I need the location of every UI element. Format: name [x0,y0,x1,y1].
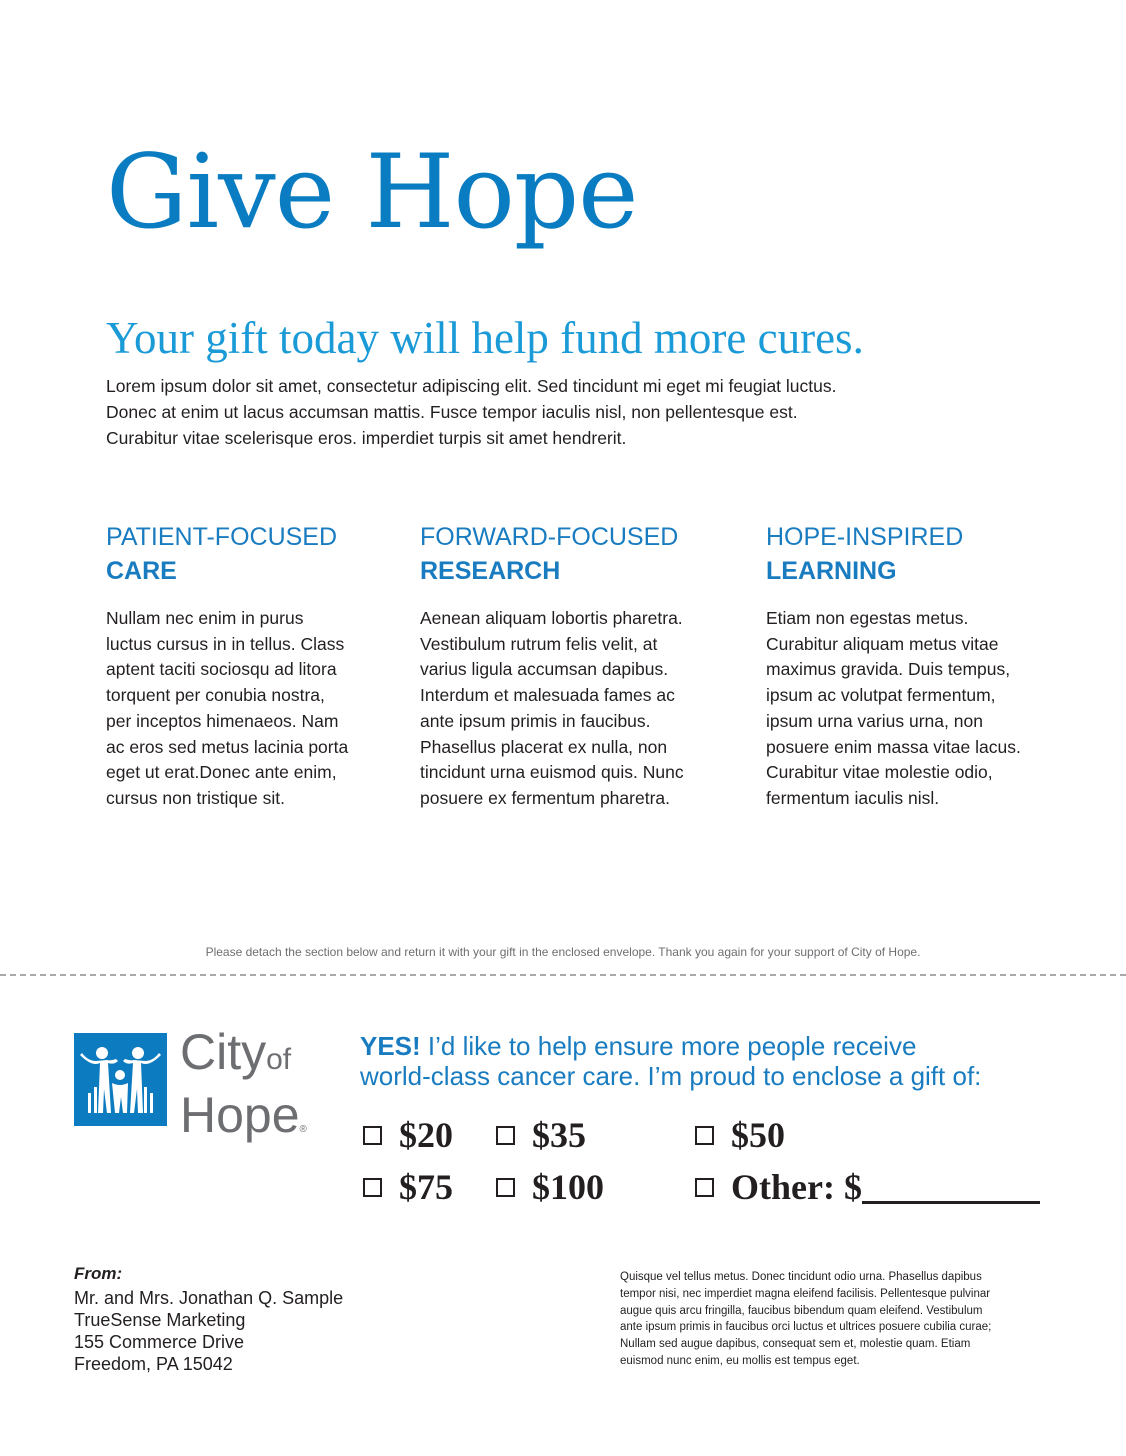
pledge-statement [360,1031,1080,1091]
gift-amount-label: $50 [731,1115,785,1155]
column-care [106,520,406,812]
column-line: aptent taciti sociosqu ad litora [106,659,337,680]
family-figures-icon [74,1033,167,1126]
checkbox-icon[interactable] [496,1126,515,1145]
column-line: tincidunt urna euismod quis. Nunc [420,762,684,783]
fine-print-line: Quisque vel tellus metus. Donec tincidunt odio urna. Phasellus dapibus [620,1271,982,1283]
column-line: Curabitur vitae molestie odio, [766,762,993,783]
column-body [106,606,406,812]
logo-word-city: City [180,1024,267,1080]
address-line: 155 Commerce Drive [74,1332,245,1352]
column-line: Curabitur aliquam metus vitae [766,633,999,654]
column-topic: RESEARCH [420,557,561,585]
gift-option-35[interactable] [496,1113,586,1157]
checkbox-icon[interactable] [496,1178,515,1197]
fine-print-line: tempor nisi, nec imperdiet magna eleifend facilisis. Pellentesque pulvinar [620,1287,991,1300]
gift-option-other[interactable] [695,1165,1040,1209]
gift-amount-label: $20 [399,1115,453,1155]
column-line: Vestibulum rutrum felis velit, at [420,633,658,654]
column-line: Phasellus placerat ex nulla, non [420,736,668,757]
city-of-hope-logo [74,1024,334,1143]
column-research [420,520,720,812]
registered-mark: ® [299,1124,307,1135]
column-line: ac eros sed metus lacinia porta [106,736,349,757]
column-line: ipsum urna varius urna, non [766,710,983,731]
checkbox-icon[interactable] [363,1126,382,1145]
column-line: fermentum iaculis nisl. [766,787,940,808]
fine-print-line: ante ipsum primis in faucibus orci luctus et ultrices posuere cubilia curae; [620,1321,992,1334]
fine-print-line: Nullam sed augue dapibus, consequat sem et, molestie quam. Etiam [620,1338,971,1351]
pledge-line-1 [360,1031,1080,1061]
fine-print-line: euismod nunc enim, eu mollis est tempus eget. [620,1354,860,1367]
column-line: Etiam non egestas metus. [766,608,969,628]
gift-option-100[interactable] [496,1165,604,1209]
column-line: cursus non tristique sit. [106,787,285,808]
column-kicker: FORWARD-FOCUSED [420,523,679,551]
checkbox-icon[interactable] [363,1178,382,1197]
column-line: per inceptos himenaeos. Nam [106,710,339,731]
fine-print-line: augue quis arcu fringilla, faucibus bibendum quam eleifend. Vestibulum [620,1304,983,1317]
address-line: Mr. and Mrs. Jonathan Q. Sample [74,1288,344,1308]
intro-line: Curabitur vitae scelerisque eros. imperdiet turpis sit amet hendrerit. [106,428,627,448]
logo-hope-text: Hope [180,1087,300,1143]
gift-amount-label: $100 [532,1167,604,1207]
gift-option-20[interactable] [363,1113,453,1157]
column-line: maximus gravida. Duis tempus, [766,659,1011,680]
column-line: Aenean aliquam lobortis pharetra. [420,608,683,628]
column-line: torquent per conubia nostra, [106,685,325,706]
intro-paragraph [106,373,1006,451]
column-kicker: PATIENT-FOCUSED [106,523,338,551]
column-line: eget ut erat.Donec ante enim, [106,762,337,783]
gift-option-75[interactable] [363,1165,453,1209]
column-line: luctus cursus in in tellus. Class [106,633,345,654]
pledge-yes: YES! [360,1031,421,1061]
pledge-line-1-text: I’d like to help ensure more people receive [420,1031,917,1061]
logo-wordmark [180,1024,307,1155]
address-line: TrueSense Marketing [74,1310,246,1330]
column-topic: LEARNING [766,557,897,585]
intro-line: Lorem ipsum dolor sit amet, consectetur adipiscing elit. Sed tincidunt mi eget mi feugiat luctus. [106,376,837,396]
column-line: posuere ex fermentum pharetra. [420,787,670,808]
donor-address [74,1287,343,1375]
column-topic: CARE [106,557,177,585]
page-headline: Give Hope [106,133,638,252]
subheadline: Your gift today will help fund more cures. [106,313,864,363]
column-line: ante ipsum primis in faucibus. [420,710,651,731]
from-label: From: [74,1264,123,1283]
other-amount-write-in[interactable] [862,1171,1040,1204]
column-body [766,606,1066,812]
checkbox-icon[interactable] [695,1178,714,1197]
pledge-line-2: world-class cancer care. I’m proud to enclose a gift of: [360,1061,982,1091]
checkbox-icon[interactable] [695,1126,714,1145]
column-line: Interdum et malesuada fames ac [420,685,675,706]
column-body [420,606,720,812]
intro-line: Donec at enim ut lacus accumsan mattis. Fusce tempor iaculis nisl, non pellentesque est. [106,402,798,422]
column-line: Nullam nec enim in purus [106,608,304,628]
logo-word-hope [180,1087,307,1155]
gift-amount-label: $35 [532,1115,586,1155]
gift-amount-label: $75 [399,1167,453,1207]
column-line: varius ligula accumsan dapibus. [420,659,669,680]
column-line: posuere enim massa vitae lacus. [766,736,1021,757]
column-line: ipsum ac volutpat fermentum, [766,685,996,706]
address-line: Freedom, PA 15042 [74,1354,233,1374]
fine-print [620,1269,991,1370]
logo-mark [74,1033,167,1126]
gift-amount-label: Other: $ [731,1167,862,1207]
column-learning [766,520,1066,812]
gift-option-50[interactable] [695,1113,785,1157]
logo-word-of: of [266,1043,292,1076]
perforation-line [0,974,1126,976]
detach-instructions: Please detach the section below and return it with your gift in the enclosed envelope. Thank you again for your support of City of Hope. [205,945,921,959]
column-kicker: HOPE-INSPIRED [766,523,964,551]
